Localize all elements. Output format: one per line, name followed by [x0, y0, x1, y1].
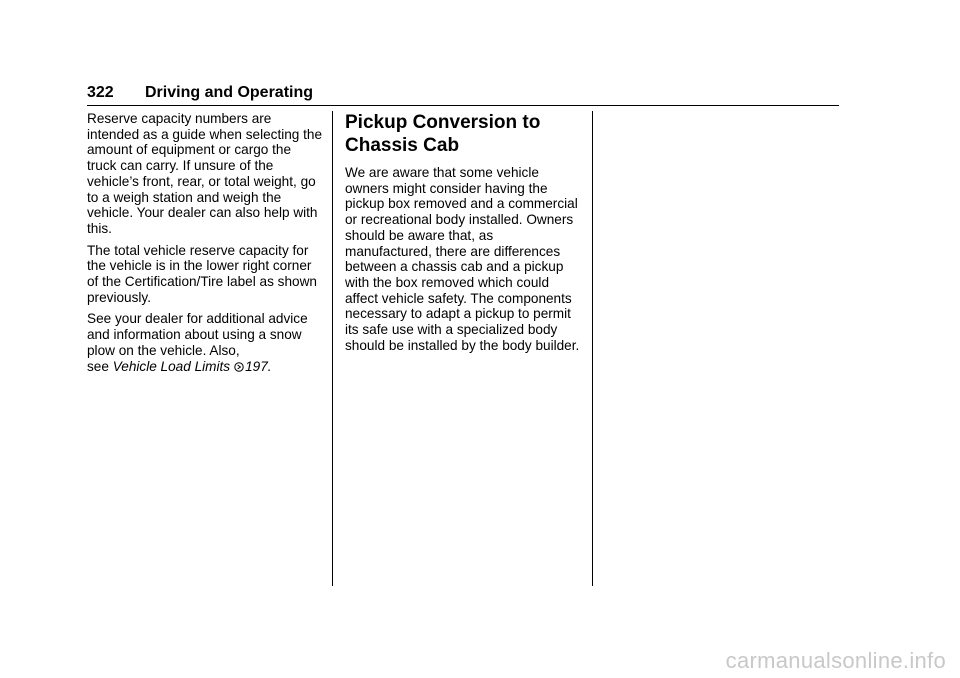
column-divider-right [592, 111, 593, 586]
section-title: Driving and Operating [145, 84, 314, 101]
page-header [87, 83, 839, 106]
see-word: see [87, 358, 109, 374]
watermark-text: carmanualsonline.info [725, 648, 946, 673]
section-heading: Pickup Conversion to Chassis Cab [345, 112, 541, 156]
snow-plow-text: See your dealer for additional advice and information about using a snow plow on the vehicle. Also, [87, 311, 308, 358]
paragraph-pickup-conversion: We are aware that some vehicle owners might consider having the pickup box removed and a commercial or recreational body installed. Owners should be aware that, as manufactured, there are differences between a chassis cab and a pickup with the box removed which could affect vehicle safety. The components necessary to adapt a pickup to permit its safe use with a specialized body should be installed by the body builder. [345, 165, 580, 353]
paragraph-reserve-capacity: Reserve capacity numbers are intended as a guide when selecting the amount of equipment or cargo the truck can carry. If unsure of the vehicle’s front, rear, or total weight, go to a weigh station and weigh the vehicle. Your dealer can also help with this. [87, 111, 323, 236]
cross-reference-link[interactable] [113, 359, 272, 374]
cross-reference-title: Vehicle Load Limits [112, 358, 231, 374]
column-divider-left [332, 111, 333, 586]
text-column-left [87, 111, 323, 380]
page-number: 322 [87, 84, 114, 101]
paragraph-snow-plow [87, 311, 323, 374]
text-column-middle [345, 111, 583, 359]
page-reference-arrow-icon [234, 362, 244, 372]
cross-reference-page: 197. [245, 358, 272, 374]
paragraph-total-reserve: The total vehicle reserve capacity for the vehicle is in the lower right corner of the Certification/Tire label as shown previously. [87, 242, 317, 305]
